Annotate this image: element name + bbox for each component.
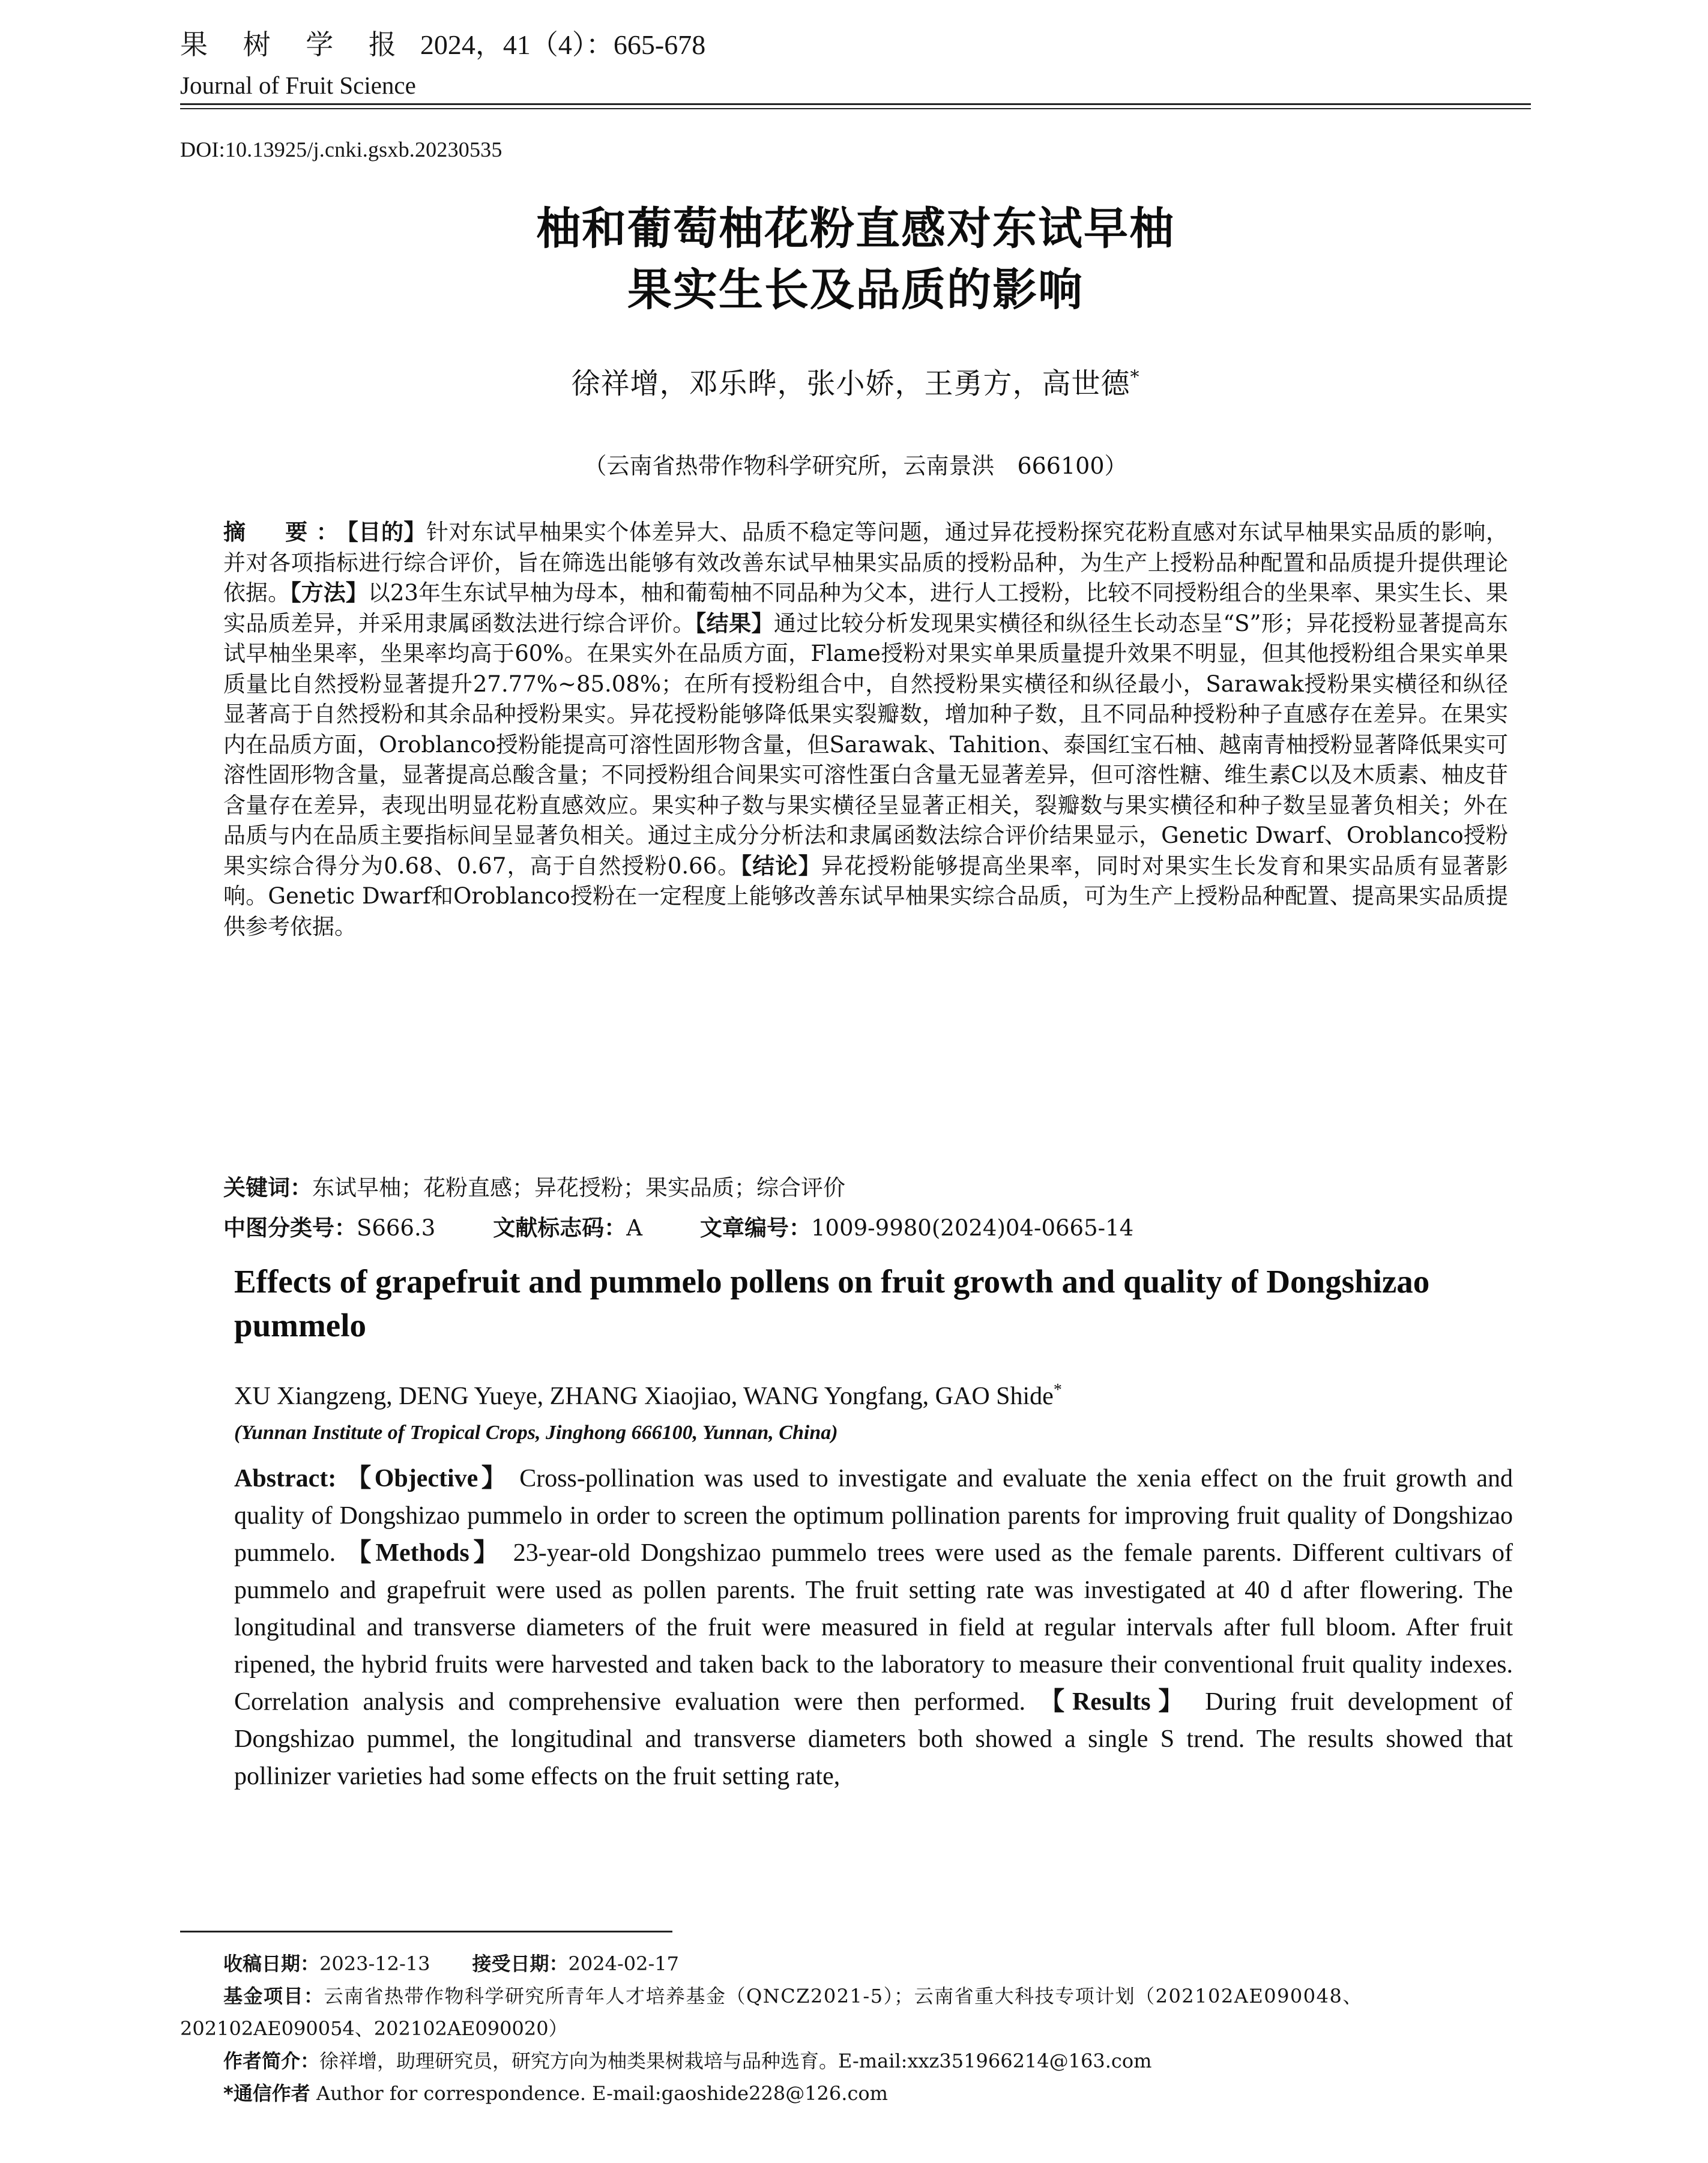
footnote-dates bbox=[180, 1950, 1531, 1977]
affiliation-en: (Yunnan Institute of Tropical Crops, Jinghong 666100, Yunnan, China) bbox=[234, 1422, 838, 1444]
article-id-label: 文章编号： bbox=[700, 1215, 812, 1241]
abstract-cn-text-conclusion: 异花授粉能够提高坐果率，同时对果实生长发育和果实品质有显著影响。Genetic Dwarf和Oroblanco授粉在一定程度上能够改善东试早柚果实综合品质，可为生产上授粉品种配置、提高果实品质提供参考依据。 bbox=[223, 852, 1508, 940]
masthead-divider bbox=[180, 103, 1531, 109]
journal-title-line bbox=[180, 23, 1531, 62]
abstract-cn-label: 摘 要： bbox=[223, 519, 348, 545]
clc-number-label: 中图分类号： bbox=[223, 1215, 357, 1241]
abstract-en-text-objective: Cross-pollination was used to investigate and evaluate the xenia effect on the fruit growth and quality of Dongshizao pummelo in order to screen the optimum pollination parents for improving fruit quality of Dongshizao pummelo. bbox=[234, 1465, 1513, 1567]
corresponding-author-marker-cn: * bbox=[1130, 367, 1140, 388]
accepted-date-label: 接受日期： bbox=[472, 1952, 569, 1975]
corresponding-star: * bbox=[223, 2082, 234, 2105]
abstract-en bbox=[234, 1460, 1513, 1795]
funding-label: 基金项目： bbox=[223, 1985, 324, 2008]
abstract-en-text-methods: 23-year-old Dongshizao pummelo trees were used as the female parents. Different cultivars of pummelo and grapefruit were used as pollen parents. The fruit setting rate was investigated at 40 d after flowering. The longitudinal and transverse diameters of the fruit were measured in field at regular intervals after full bloom. After fruit ripened, the hybrid fruits were harvested and taken back to the laboratory to measure their conventional fruit quality indexes. Correlation analysis and comprehensive evaluation were then performed. bbox=[234, 1539, 1513, 1716]
journal-title-en: Journal of Fruit Science bbox=[180, 71, 416, 99]
abstract-cn-tag-results: 【结果】 bbox=[695, 610, 774, 636]
abstract-cn-tag-methods: 【方法】 bbox=[290, 580, 368, 606]
corresponding-value: Author for correspondence. E-mail:gaoshide228@126.com bbox=[316, 2082, 888, 2105]
accepted-date-value: 2024-02-17 bbox=[568, 1952, 680, 1975]
footnote-funding bbox=[180, 1982, 1531, 2010]
funding-value-line-2: 202102AE090054、202102AE090020） bbox=[180, 2017, 568, 2040]
abstract-cn-tag-objective: 【目的】 bbox=[347, 519, 426, 545]
footnote-corresponding-author bbox=[180, 2080, 1531, 2107]
document-code-label: 文献标志码： bbox=[493, 1215, 627, 1241]
article-id-value: 1009-9980(2024)04-0665-14 bbox=[811, 1215, 1134, 1241]
doi-text: DOI:10.13925/j.cnki.gsxb.20230535 bbox=[180, 137, 502, 161]
received-date-label: 收稿日期： bbox=[223, 1952, 320, 1975]
document-code bbox=[493, 1210, 642, 1242]
affiliation-cn: （云南省热带作物科学研究所，云南景洪 666100） bbox=[584, 453, 1127, 479]
abstract-en-label: Abstract: bbox=[234, 1465, 337, 1492]
keywords-cn-value: 东试早柚；花粉直感；异花授粉；果实品质；综合评价 bbox=[312, 1175, 845, 1201]
authors-cn bbox=[180, 360, 1531, 402]
journal-volume-info: 2024，41（4）：665-678 bbox=[420, 29, 706, 60]
authors-en-names: XU Xiangzeng, DENG Yueye, ZHANG Xiaojiao, WANG Yongfang, GAO Shide bbox=[234, 1383, 1054, 1410]
authors-cn-names: 徐祥增，邓乐晔，张小娇，王勇方，高世德 bbox=[571, 367, 1130, 400]
page-title-cn bbox=[180, 198, 1531, 321]
footnote-funding-cont bbox=[180, 2015, 1531, 2042]
footnote-author-bio bbox=[180, 2047, 1531, 2075]
document-code-value: A bbox=[626, 1215, 643, 1241]
title-cn-line-1: 柚和葡萄柚花粉直感对东试早柚 bbox=[536, 203, 1175, 255]
author-bio-label: 作者简介： bbox=[223, 2050, 320, 2072]
abstract-cn-text-methods: 以23年生东试早柚为母本，柚和葡萄柚不同品种为父本，进行人工授粉，比较不同授粉组合的坐果率、果实生长、果实品质差异，并采用隶属函数法进行综合评价。 bbox=[223, 580, 1509, 636]
funding-value-line-1: 云南省热带作物科学研究所青年人才培养基金（QNCZ2021-5）；云南省重大科技专项计划（202102AE090048、 bbox=[324, 1985, 1363, 2008]
abstract-cn bbox=[223, 517, 1508, 942]
footnote-divider bbox=[180, 1931, 672, 1932]
abstract-en-tag-objective: 【Objective】 bbox=[346, 1465, 510, 1492]
abstract-en-tag-results: 【Results】 bbox=[1039, 1688, 1192, 1716]
masthead bbox=[180, 23, 1531, 100]
classification-line bbox=[223, 1210, 1508, 1242]
abstract-cn-tag-conclusion: 【结论】 bbox=[740, 852, 821, 879]
abstract-cn-text-results: 通过比较分析发现果实横径和纵径生长动态呈“S”形；异花授粉显著提高东试早柚坐果率，坐果率均高于60%。在果实外在品质方面，Flame授粉对果实单果质量提升效果不明显，但其他授粉组合果实单果质量比自然授粉显著提升27.77%~85.08%；在所有授粉组合中，自然授粉果实横径和纵径最小，Sarawak授粉果实横径和纵径显著高于自然授粉和其余品种授粉果实。异花授粉能够降低果实裂瓣数，增加种子数，且不同品种授粉种子直感存在差异。在果实内在品质方面，Oroblanco授粉能提高可溶性固形物含量，但Sarawak、Tahition、泰国红宝石柚、越南青柚授粉显著降低果实可溶性固形物含量，显著提高总酸含量；不同授粉组合间果实可溶性蛋白含量无显著差异，但可溶性糖、维生素C以及木质素、柚皮苷含量存在差异，表现出明显花粉直感效应。果实种子数与果实横径呈显著正相关，裂瓣数与果实横径和种子数呈显著负相关；外在品质与内在品质主要指标间呈显著负相关。通过主成分分析法和隶属函数法综合评价结果显示，Genetic Dwarf、Oroblanco授粉果实综合得分为0.68、0.67，高于自然授粉0.66。 bbox=[223, 610, 1509, 879]
received-date-value: 2023-12-13 bbox=[319, 1952, 430, 1975]
abstract-cn-text-objective: 针对东试早柚果实个体差异大、品质不稳定等问题，通过异花授粉探究花粉直感对东试早柚果实品质的影响，并对各项指标进行综合评价，旨在筛选出能够有效改善东试早柚果实品质的授粉品种，为生产上授粉品种配置和品质提升提供理论依据。 bbox=[223, 519, 1508, 606]
abstract-en-text-results: During fruit development of Dongshizao pummel, the longitudinal and transverse diameters both showed a single S trend. The results showed that pollinizer varieties had some effects on the fruit setting rate, bbox=[234, 1688, 1513, 1790]
article-id bbox=[700, 1210, 1133, 1242]
journal-title-cn: 果 树 学 报 bbox=[180, 28, 409, 61]
authors-en bbox=[234, 1381, 1513, 1411]
keywords-cn-label: 关键词： bbox=[223, 1175, 312, 1201]
abstract-en-tag-methods: 【Methods】 bbox=[346, 1539, 503, 1567]
clc-number-value: S666.3 bbox=[357, 1215, 436, 1241]
corresponding-author-marker-en: * bbox=[1053, 1381, 1062, 1399]
title-cn-line-2: 果实生长及品质的影响 bbox=[627, 264, 1084, 316]
author-bio-value: 徐祥增，助理研究员，研究方向为柚类果树栽培与品种选育。E-mail:xxz351966214@163.com bbox=[319, 2050, 1152, 2072]
page-title-en: Effects of grapefruit and pummelo pollens on fruit growth and quality of Dongshizao pummelo bbox=[234, 1263, 1430, 1344]
clc-number bbox=[223, 1210, 435, 1242]
footnotes bbox=[180, 1950, 1531, 2112]
corresponding-label: 通信作者 bbox=[233, 2082, 310, 2105]
keywords-cn bbox=[223, 1169, 1508, 1202]
